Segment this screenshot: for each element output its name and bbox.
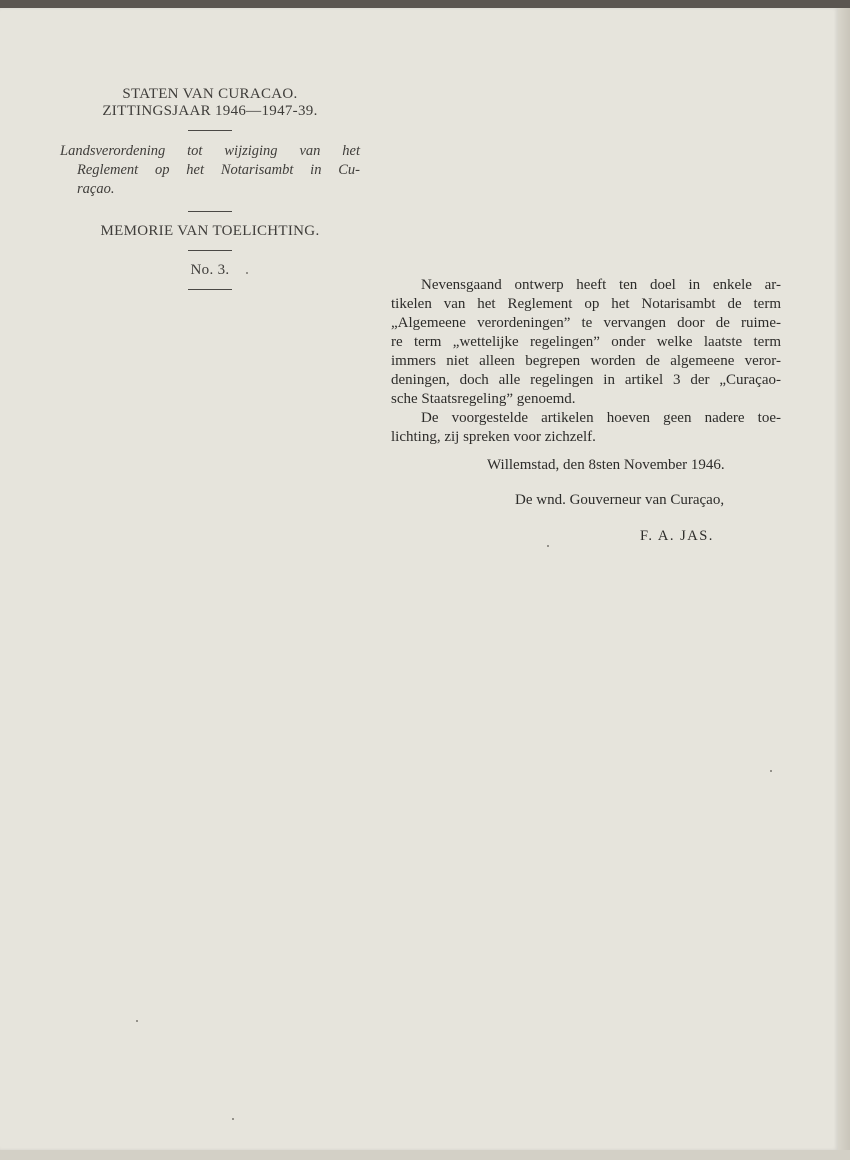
body-line: „Algemeene verordeningen” te vervangen door de ruime-	[391, 315, 781, 331]
divider-rule	[188, 250, 232, 251]
paper-speck	[136, 1020, 138, 1022]
signature-name: F. A. JAS.	[640, 528, 714, 544]
page-edge-right	[838, 8, 850, 1160]
subject-line: Landsverordening tot wijziging van het	[60, 143, 360, 159]
body-line: Nevensgaand ontwerp heeft ten doel in enkele ar-	[421, 277, 781, 293]
subject-title	[60, 142, 360, 199]
heading-states: STATEN VAN CURACAO.	[122, 86, 298, 102]
divider-rule	[188, 289, 232, 290]
body-line: immers niet alleen begrepen worden de algemeene veror-	[391, 353, 781, 369]
body-line: lichting, zij spreken voor zichzelf.	[391, 429, 596, 445]
page-edge-bottom	[0, 1150, 850, 1160]
heading-session-year: ZITTINGSJAAR 1946—1947-39.	[102, 103, 318, 119]
governor-title: De wnd. Gouverneur van Curaçao,	[515, 492, 725, 508]
paper-speck	[770, 770, 772, 772]
paper-speck	[246, 272, 248, 274]
body-text	[391, 276, 781, 447]
place-and-date: Willemstad, den 8sten November 1946.	[487, 457, 725, 473]
body-line: tikelen van het Reglement op het Notarisambt de term	[391, 296, 781, 312]
memorie-title: MEMORIE VAN TOELICHTING.	[100, 223, 320, 239]
paper-speck	[232, 1118, 234, 1120]
body-line: deningen, doch alle regelingen in artikel 3 der „Curaçao-	[391, 372, 781, 388]
body-line: re term „wettelijke regelingen” onder welke laatste term	[391, 334, 781, 350]
body-line: sche Staatsregeling” genoemd.	[391, 391, 576, 407]
subject-line: raçao.	[77, 181, 115, 197]
body-line: De voorgestelde artikelen hoeven geen nadere toe-	[421, 410, 781, 426]
subject-line: Reglement op het Notarisambt in Cu-	[77, 162, 360, 178]
document-heading-block	[60, 86, 360, 301]
divider-rule	[188, 130, 232, 131]
paper-speck	[547, 545, 549, 547]
divider-rule	[188, 211, 232, 212]
document-number: No. 3.	[190, 262, 230, 278]
